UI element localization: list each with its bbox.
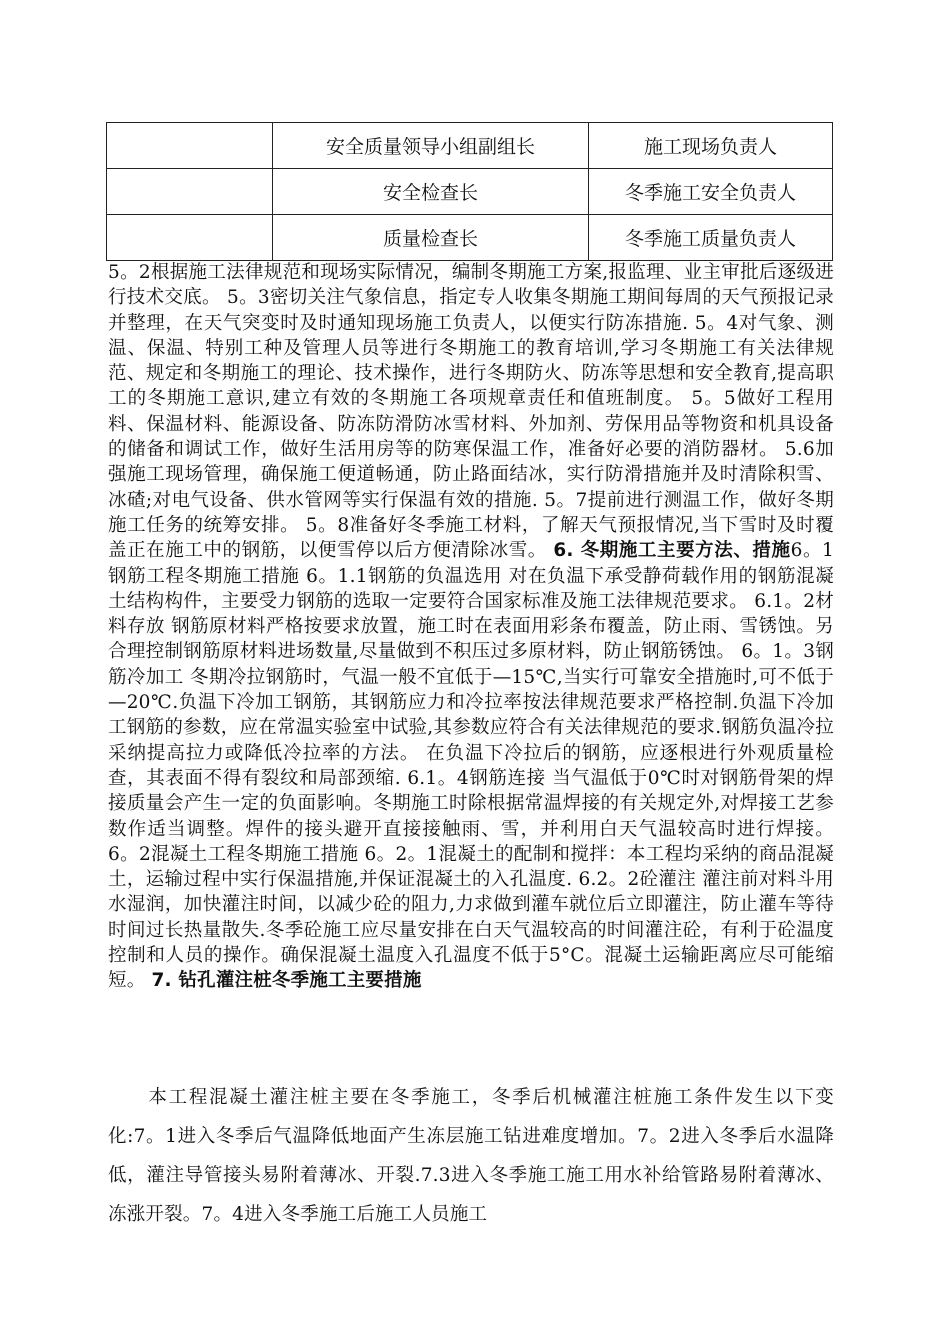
- section-5-text: 5。2根据施工法律规范和现场实际情况，编制冬期施工方案,报监理、业主审批后逐级进行技术交底。 5。3密切关注气象信息，指定专人收集冬期施工期间每周的天气预报记录并整理，在天气突变时及时通知现场施工负责人，以便实行防冻措施. 5。4对气象、测温、保温、特别工种及管理人员等进行冬期施工的教育培训,学习冬期施工有关法律规范、规定和冬期施工的理论、技术操作，进行冬期防火、防冻等思想和安全教育,提高职工的冬期施工意识,建立有效的冬期施工各项规章责任和值班制度。 5。5做好工程用料、保温材料、能源设备、防冻防滑防冰雪材料、外加剂、劳保用品等物资和机具设备的储备和调试工作，做好生活用房等的防寒保温工作，准备好必要的消防器材。 5.6加强施工现场管理，确保施工便道畅通，防止路面结冰，实行防滑措施并及时清除积雪、冰碴;对电气设备、供水管网等实行保温有效的措施. 5。7提前进行测温工作，做好冬期施工任务的统筹安排。 5。8准备好冬季施工材料，了解天气预报情况,当下雪时及时覆盖正在施工中的钢筋，以便雪停以后方便清除冰雪。: [108, 262, 834, 562]
- section-7-text: 本工程混凝土灌注桩主要在冬季施工，冬季后机械灌注桩施工条件发生以下变化:7。1进入冬季后气温降低地面产生冻层施工钻进难度增加。7。2进入冬季后水温降低，灌注导管接头易附着薄冰、开裂.7.3进入冬季施工施工用水补给管路易附着薄冰、冻涨开裂。7。4进入冬季施工后施工人员施工: [108, 1087, 834, 1225]
- section-6-heading: 6. 冬期施工主要方法、措施: [553, 540, 791, 562]
- table-cell-role: 质量检查长: [273, 215, 589, 261]
- table-cell-empty: [107, 215, 273, 261]
- table-cell-role: 安全检查长: [273, 169, 589, 215]
- body-text-block: [108, 260, 834, 994]
- section-6-text: 6。1钢筋工程冬期施工措施 6。1.1钢筋的负温选用 对在负温下承受静荷载作用的钢筋混凝土结构构件，主要受力钢筋的选取一定要符合国家标准及施工法律规范要求。 6.1。2材料存放 钢筋原材料严格按要求放置，施工时在表面用彩条布覆盖，防止雨、雪锈蚀。另合理控制钢筋原材料进场数量,尽量做到不积压过多原材料，防止钢筋锈蚀。 6。1。3钢筋冷加工 冬期冷拉钢筋时，气温一般不宜低于—15℃,当实行可靠安全措施时,可不低于—20℃.负温下冷加工钢筋，其钢筋应力和冷拉率按法律规范要求严格控制.负温下冷加工钢筋的参数，应在常温实验室中试验,其参数应符合有关法律规范的要求.钢筋负温冷拉采纳提高拉力或降低冷拉率的方法。 在负温下冷拉后的钢筋，应逐根进行外观质量检查，其表面不得有裂纹和局部颈缩. 6.1。4钢筋连接 当气温低于0℃时对钢筋骨架的焊接质量会产生一定的负面影响。冬期施工时除根据常温焊接的有关规定外,对焊接工艺参数作适当调整。焊件的接头避开直接接触雨、雪，并利用白天气温较高时进行焊接。 6。2混凝土工程冬期施工措施 6。2。1混凝土的配制和搅拌：本工程均采纳的商品混凝土，运输过程中实行保温措施,并保证混凝土的入孔温度. 6.2。2砼灌注 灌注前对料斗用水湿润，加快灌注时间，以减少砼的阻力,力求做到灌车就位后立即灌注，防止灌车等待时间过长热量散失.冬季砼施工应尽量安排在白天气温较高的时间灌注砼，有利于砼温度控制和人员的操作。确保混凝土温度入孔温度不低于5°C。混凝土运输距离应尽可能缩短。: [108, 540, 834, 992]
- table-cell-empty: [107, 123, 273, 169]
- table-cell-empty: [107, 169, 273, 215]
- table-cell-duty: 施工现场负责人: [589, 123, 833, 169]
- table-row: [107, 215, 833, 261]
- body-paragraph: [108, 260, 834, 994]
- table-cell-duty: 冬季施工安全负责人: [589, 169, 833, 215]
- table-cell-role: 安全质量领导小组副组长: [273, 123, 589, 169]
- table-row: [107, 123, 833, 169]
- table-row: [107, 169, 833, 215]
- responsibility-table: [106, 122, 833, 261]
- table-cell-duty: 冬季施工质量负责人: [589, 215, 833, 261]
- section-7-heading: 7. 钻孔灌注桩冬季施工主要措施: [151, 970, 422, 992]
